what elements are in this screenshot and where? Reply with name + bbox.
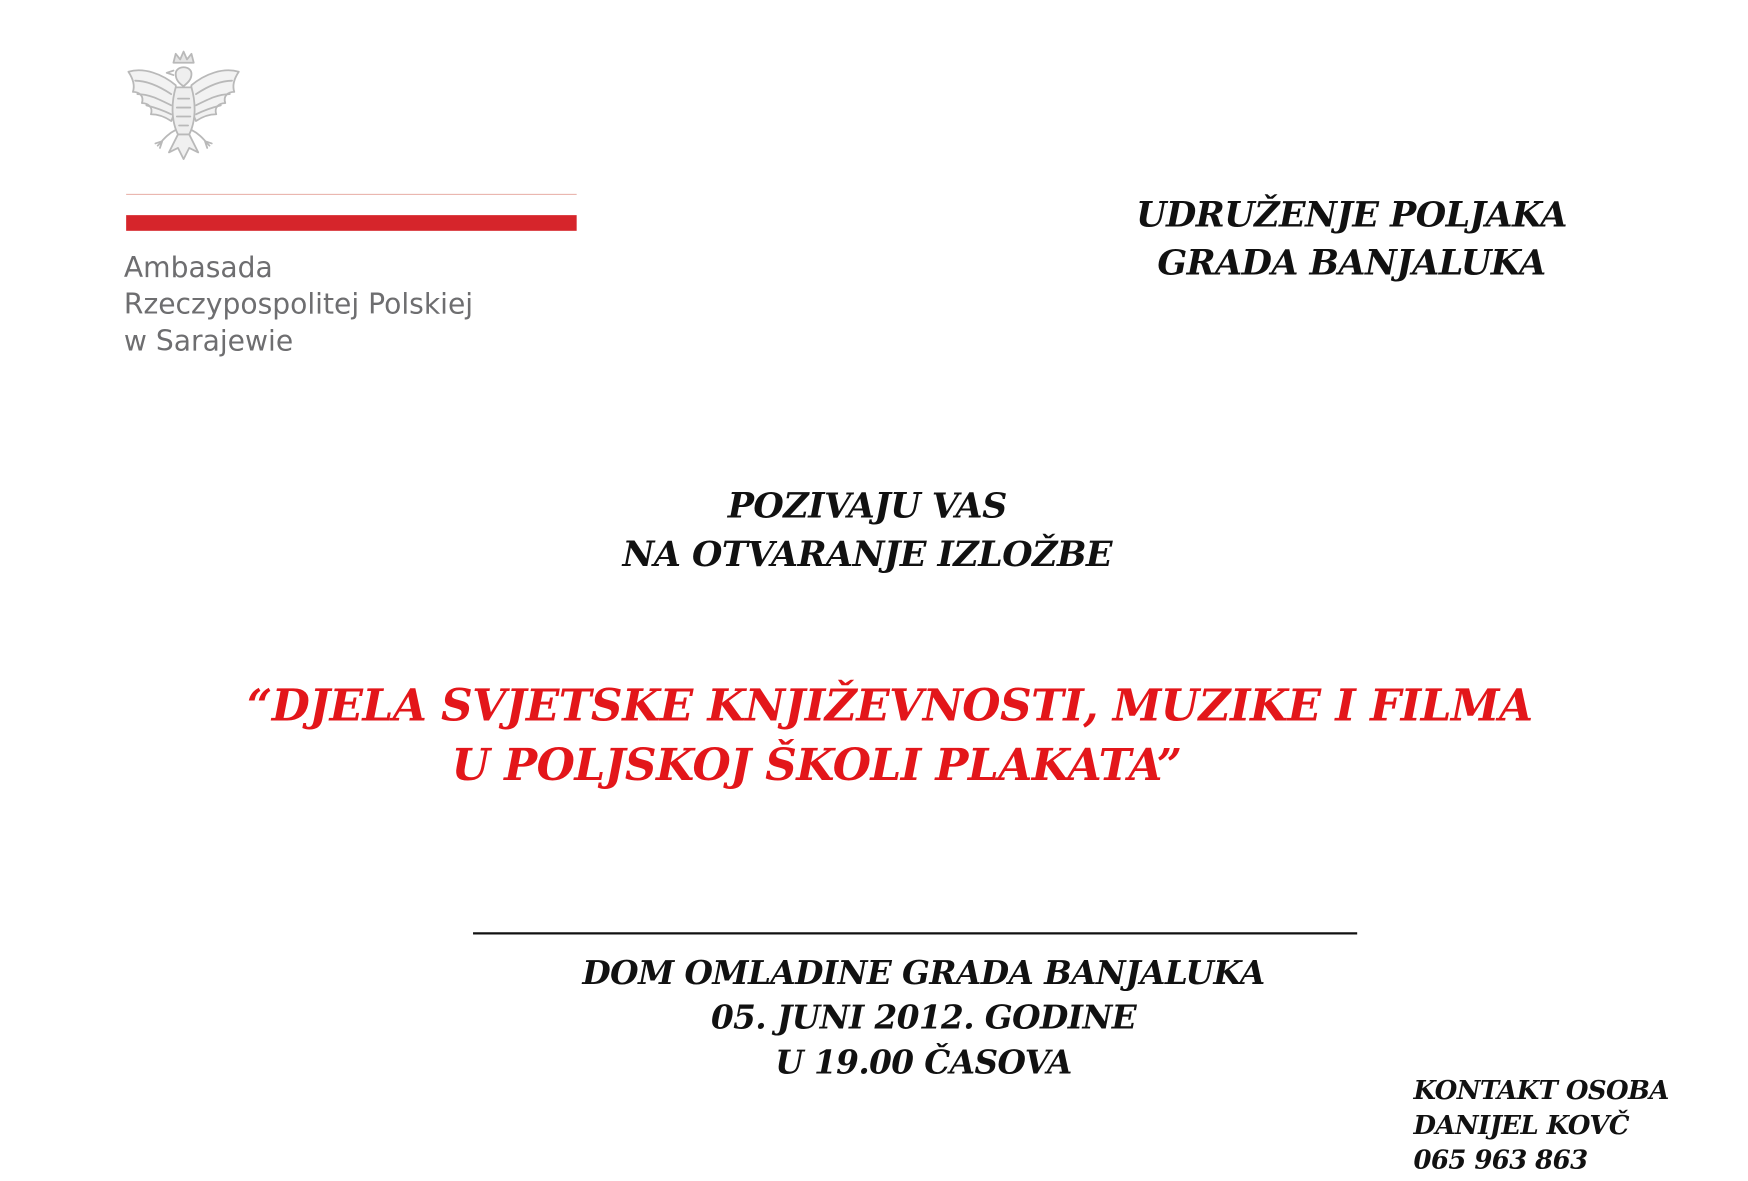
contact-label: KONTAKT OSOBA <box>1413 1075 1669 1106</box>
time-line: U 19.00 ČASOVA <box>775 1043 1072 1082</box>
venue-details <box>529 950 1317 1084</box>
contact-info <box>1413 1073 1740 1177</box>
organizer-line: UDRUŽENJE POLJAKA <box>1136 194 1567 236</box>
polish-eagle-emblem-icon <box>122 47 246 170</box>
date-line: 05. JUNI 2012. GODINE <box>710 998 1137 1037</box>
invitation-text <box>496 483 1239 579</box>
embassy-name-line: w Sarajewie <box>123 324 294 358</box>
organizer-heading <box>1104 192 1600 288</box>
embassy-name <box>124 249 575 360</box>
venue-line: DOM OMLADINE GRADA BANJALUKA <box>582 953 1265 992</box>
flag-white-stripe-line <box>126 194 577 195</box>
organizer-line: GRADA BANJALUKA <box>1157 243 1546 284</box>
horizontal-divider <box>473 932 1357 934</box>
contact-phone: 065 963 863 <box>1413 1145 1588 1176</box>
embassy-name-line: Rzeczypospolitej Polskiej <box>123 287 474 321</box>
flag-red-stripe <box>126 215 577 231</box>
exhibition-title-line: U POLJSKOJ ŠKOLI PLAKATA” <box>451 739 1182 792</box>
embassy-name-line: Ambasada <box>123 250 273 284</box>
exhibition-title <box>225 677 1554 796</box>
embassy-logo <box>122 47 577 372</box>
contact-name: DANIJEL KOVČ <box>1413 1110 1629 1141</box>
exhibition-title-line: “DJELA SVJETSKE KNJIŽEVNOSTI, MUZIKE I FILMA <box>247 680 1533 732</box>
invitation-line: POZIVAJU VAS <box>727 486 1007 527</box>
invitation-line: NA OTVARANJE IZLOŽBE <box>622 534 1112 575</box>
